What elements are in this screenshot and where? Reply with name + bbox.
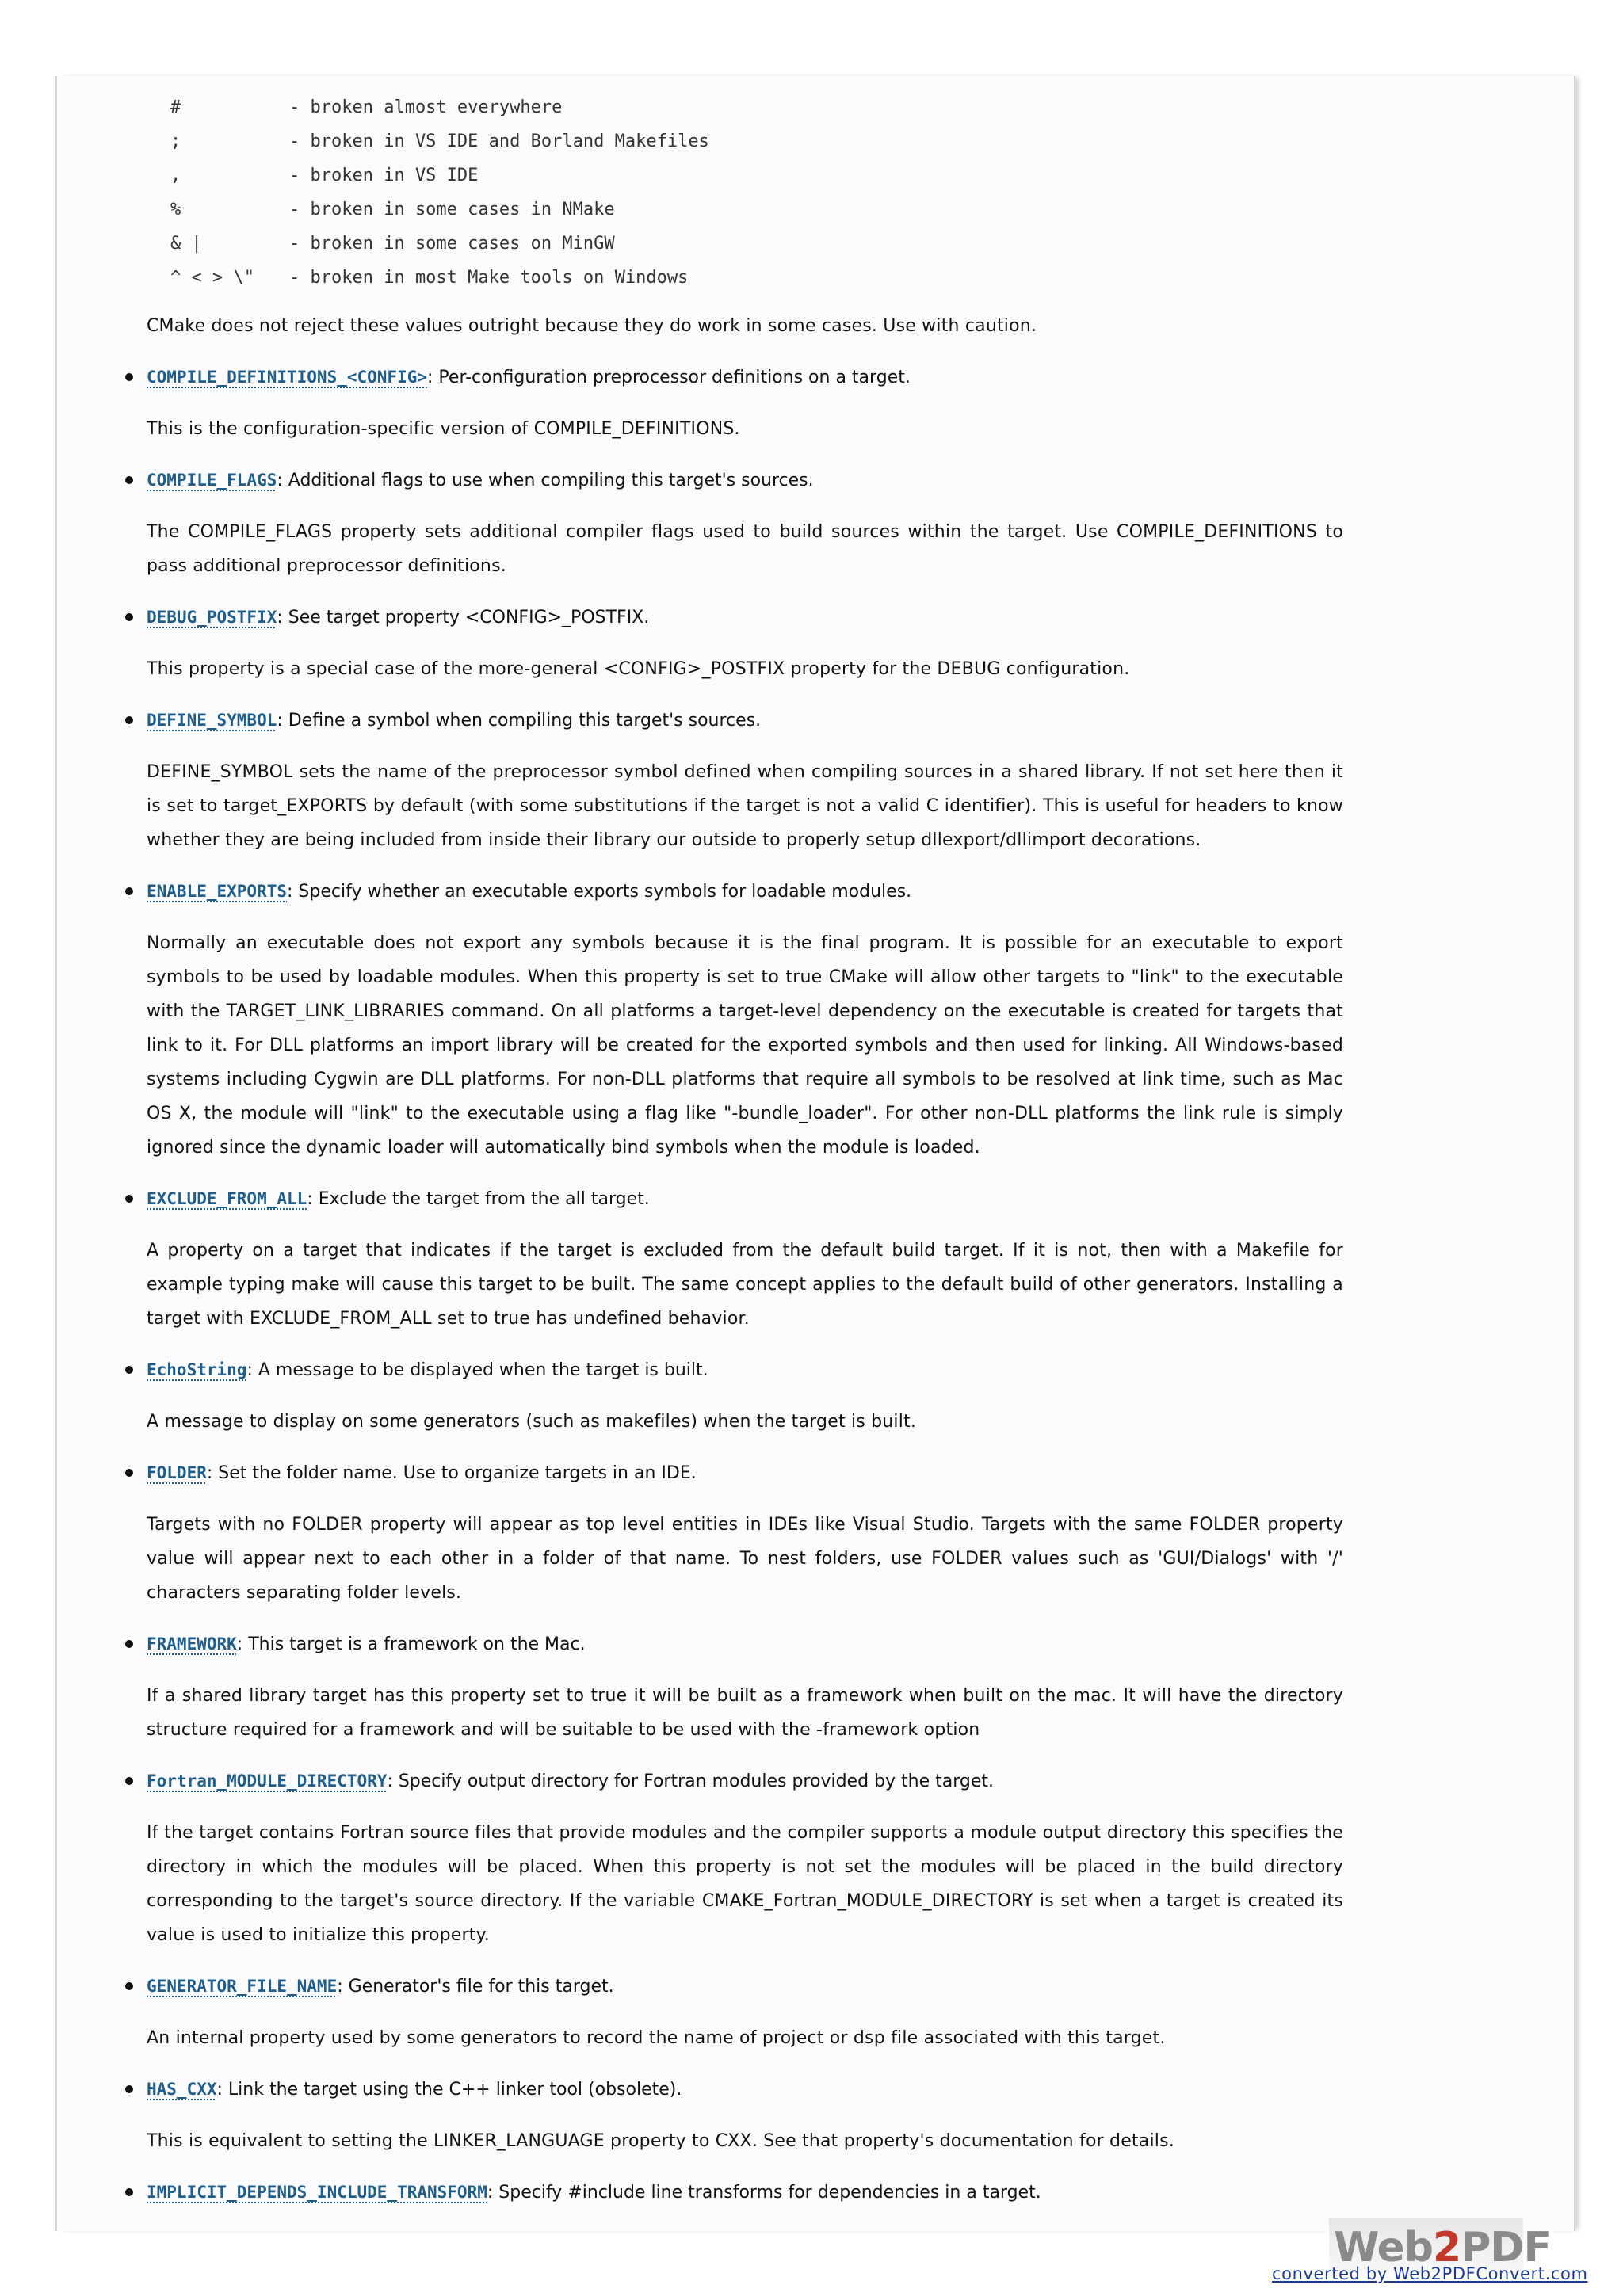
property-entry xyxy=(147,1182,1343,1216)
property-link[interactable]: DEBUG_POSTFIX xyxy=(147,608,277,627)
property-entry xyxy=(147,1456,1343,1490)
code-text: - broken in some cases in NMake xyxy=(289,200,615,219)
property-entry xyxy=(147,1970,1343,2004)
code-line xyxy=(170,158,1343,193)
property-description: A property on a target that indicates if the target is excluded from the default build target. If it is not, then with a Makefile for example typing make will cause this target to be built. The same concept applies to the default build of other generators. Installing a target with EXCLUDE_FROM_ALL set to true has undefined behavior. xyxy=(147,1241,1343,1329)
intro-paragraph: CMake does not reject these values outright because they do work in some cases. Use with caution. xyxy=(147,316,1037,336)
property-link[interactable]: EchoString xyxy=(147,1360,247,1379)
property-link[interactable]: DEFINE_SYMBOL xyxy=(147,711,277,730)
property-link[interactable]: EXCLUDE_FROM_ALL xyxy=(147,1189,307,1208)
property-link[interactable]: FOLDER xyxy=(147,1463,207,1482)
bullet-icon xyxy=(125,373,133,381)
property-description: An internal property used by some generators to record the name of project or dsp file associated with this target. xyxy=(147,2028,1166,2048)
property-entry xyxy=(147,601,1343,635)
bullet-icon xyxy=(125,887,133,895)
bullet-icon xyxy=(125,1777,133,1785)
property-link[interactable]: COMPILE_DEFINITIONS_<CONFIG> xyxy=(147,368,428,387)
code-text: - broken in most Make tools on Windows xyxy=(289,268,689,288)
code-symbol: & | xyxy=(170,234,202,254)
property-entry xyxy=(147,360,1343,395)
code-text: - broken almost everywhere xyxy=(289,97,563,117)
property-summary: : Generator's file for this target. xyxy=(337,1977,614,1997)
code-symbol: , xyxy=(170,166,181,185)
document-content xyxy=(147,90,1343,2227)
property-description: This property is a special case of the more-general <CONFIG>_POSTFIX property for the DEBUG configuration. xyxy=(147,659,1130,679)
property-summary: : Set the folder name. Use to organize targets in an IDE. xyxy=(206,1463,697,1483)
property-entry xyxy=(147,1764,1343,1798)
property-link[interactable]: COMPILE_FLAGS xyxy=(147,471,277,490)
property-description: This is equivalent to setting the LINKER_LANGUAGE property to CXX. See that property's documentation for details. xyxy=(147,2131,1174,2151)
bullet-icon xyxy=(125,2085,133,2093)
property-link[interactable]: Fortran_MODULE_DIRECTORY xyxy=(147,1772,388,1791)
code-symbol: % xyxy=(170,200,181,219)
code-line xyxy=(170,227,1343,261)
property-description: A message to display on some generators (such as makefiles) when the target is built. xyxy=(147,1412,917,1432)
property-summary: : Define a symbol when compiling this target's sources. xyxy=(277,711,762,730)
property-description: If the target contains Fortran source files that provide modules and the compiler supports a module output directory this specifies the directory in which the modules will be placed. When this property is not set the modules will be placed in the build directory corresponding to the target's source directory. If the variable CMAKE_Fortran_MODULE_DIRECTORY is set when a target is created its value is used to initialize this property. xyxy=(147,1823,1343,1945)
bullet-icon xyxy=(125,1195,133,1203)
property-link[interactable]: IMPLICIT_DEPENDS_INCLUDE_TRANSFORM xyxy=(147,2183,487,2202)
property-entry xyxy=(147,463,1343,498)
bullet-icon xyxy=(125,1640,133,1648)
property-summary: : See target property <CONFIG>_POSTFIX. xyxy=(277,608,650,627)
property-description: If a shared library target has this property set to true it will be built as a framework when built on the mac. It will have the directory structure required for a framework and will be suitable to be used with the -framework option xyxy=(147,1686,1343,1740)
code-symbol: ; xyxy=(170,132,181,151)
property-summary: : Specify #include line transforms for dependencies in a target. xyxy=(487,2183,1041,2203)
bullet-icon xyxy=(125,2188,133,2196)
property-entry xyxy=(147,704,1343,738)
property-summary: : Additional flags to use when compiling this target's sources. xyxy=(277,471,814,490)
property-summary: : This target is a framework on the Mac. xyxy=(236,1634,586,1654)
property-link[interactable]: FRAMEWORK xyxy=(147,1634,237,1653)
bullet-icon xyxy=(125,716,133,724)
bullet-icon xyxy=(125,1366,133,1374)
property-description: This is the configuration-specific version of COMPILE_DEFINITIONS. xyxy=(147,419,740,439)
bullet-icon xyxy=(125,613,133,621)
code-text: - broken in some cases on MinGW xyxy=(289,234,615,254)
code-line xyxy=(170,193,1343,227)
code-symbol: ^ < > \" xyxy=(170,268,254,288)
svg-text:Web2PDF: Web2PDF xyxy=(1334,2224,1551,2271)
property-description: DEFINE_SYMBOL sets the name of the preprocessor symbol defined when compiling sources in a shared library. If not set here then it is set to target_EXPORTS by default (with some substitutions if the target is not a valid C identifier). This is useful for headers to know whether they are being included from inside their library our outside to properly setup dllexport/dllimport decorations. xyxy=(147,762,1343,850)
property-link[interactable]: ENABLE_EXPORTS xyxy=(147,882,288,901)
code-line xyxy=(170,261,1343,295)
property-description: The COMPILE_FLAGS property sets additional compiler flags used to build sources within the target. Use COMPILE_DEFINITIONS to pass additional preprocessor definitions. xyxy=(147,522,1343,576)
code-line xyxy=(170,90,1343,124)
code-text: - broken in VS IDE and Borland Makefiles xyxy=(289,132,709,151)
bullet-icon xyxy=(125,476,133,484)
bullet-icon xyxy=(125,1469,133,1477)
property-entry xyxy=(147,2176,1343,2210)
property-entry xyxy=(147,1627,1343,1661)
property-summary: : Exclude the target from the all target. xyxy=(307,1189,650,1209)
property-summary: : Specify whether an executable exports symbols for loadable modules. xyxy=(287,882,912,902)
property-entry xyxy=(147,1353,1343,1387)
property-link[interactable]: HAS_CXX xyxy=(147,2080,217,2099)
property-summary: : Per-configuration preprocessor definitions on a target. xyxy=(427,368,911,387)
property-description: Targets with no FOLDER property will appear as top level entities in IDEs like Visual Studio. Targets with the same FOLDER property value will appear next to each other in a folder of that name. To nest folders, use FOLDER values such as 'GUI/Dialogs' with '/' characters separating folder levels. xyxy=(147,1515,1343,1603)
code-line xyxy=(170,124,1343,158)
code-text: - broken in VS IDE xyxy=(289,166,479,185)
property-summary: : Specify output directory for Fortran modules provided by the target. xyxy=(387,1772,995,1791)
bullet-icon xyxy=(125,1982,133,1990)
property-entry xyxy=(147,875,1343,909)
code-block xyxy=(170,90,1343,295)
property-entry xyxy=(147,2073,1343,2107)
property-description: Normally an executable does not export any symbols because it is the final program. It is possible for an executable to export symbols to be used by loadable modules. When this property is set to true CMake will allow other targets to "link" to the executable with the TARGET_LINK_LIBRARIES command. On all platforms a target-level dependency on the executable is created for targets that link to it. For DLL platforms an import library will be created for the exported symbols and then used for linking. All Windows-based systems including Cygwin are DLL platforms. For non-DLL platforms that require all symbols to be resolved at link time, such as Mac OS X, the module will "link" to the executable using a flag like "-bundle_loader". For other non-DLL platforms the link rule is simply ignored since the dynamic loader will automatically bind symbols when the module is loaded. xyxy=(147,933,1343,1158)
property-summary: : A message to be displayed when the target is built. xyxy=(246,1360,708,1380)
code-symbol: # xyxy=(170,97,181,117)
web2pdf-convert-link[interactable]: converted by Web2PDFConvert.com xyxy=(1272,2264,1588,2283)
property-summary: : Link the target using the C++ linker tool (obsolete). xyxy=(216,2080,682,2100)
property-link[interactable]: GENERATOR_FILE_NAME xyxy=(147,1977,338,1996)
